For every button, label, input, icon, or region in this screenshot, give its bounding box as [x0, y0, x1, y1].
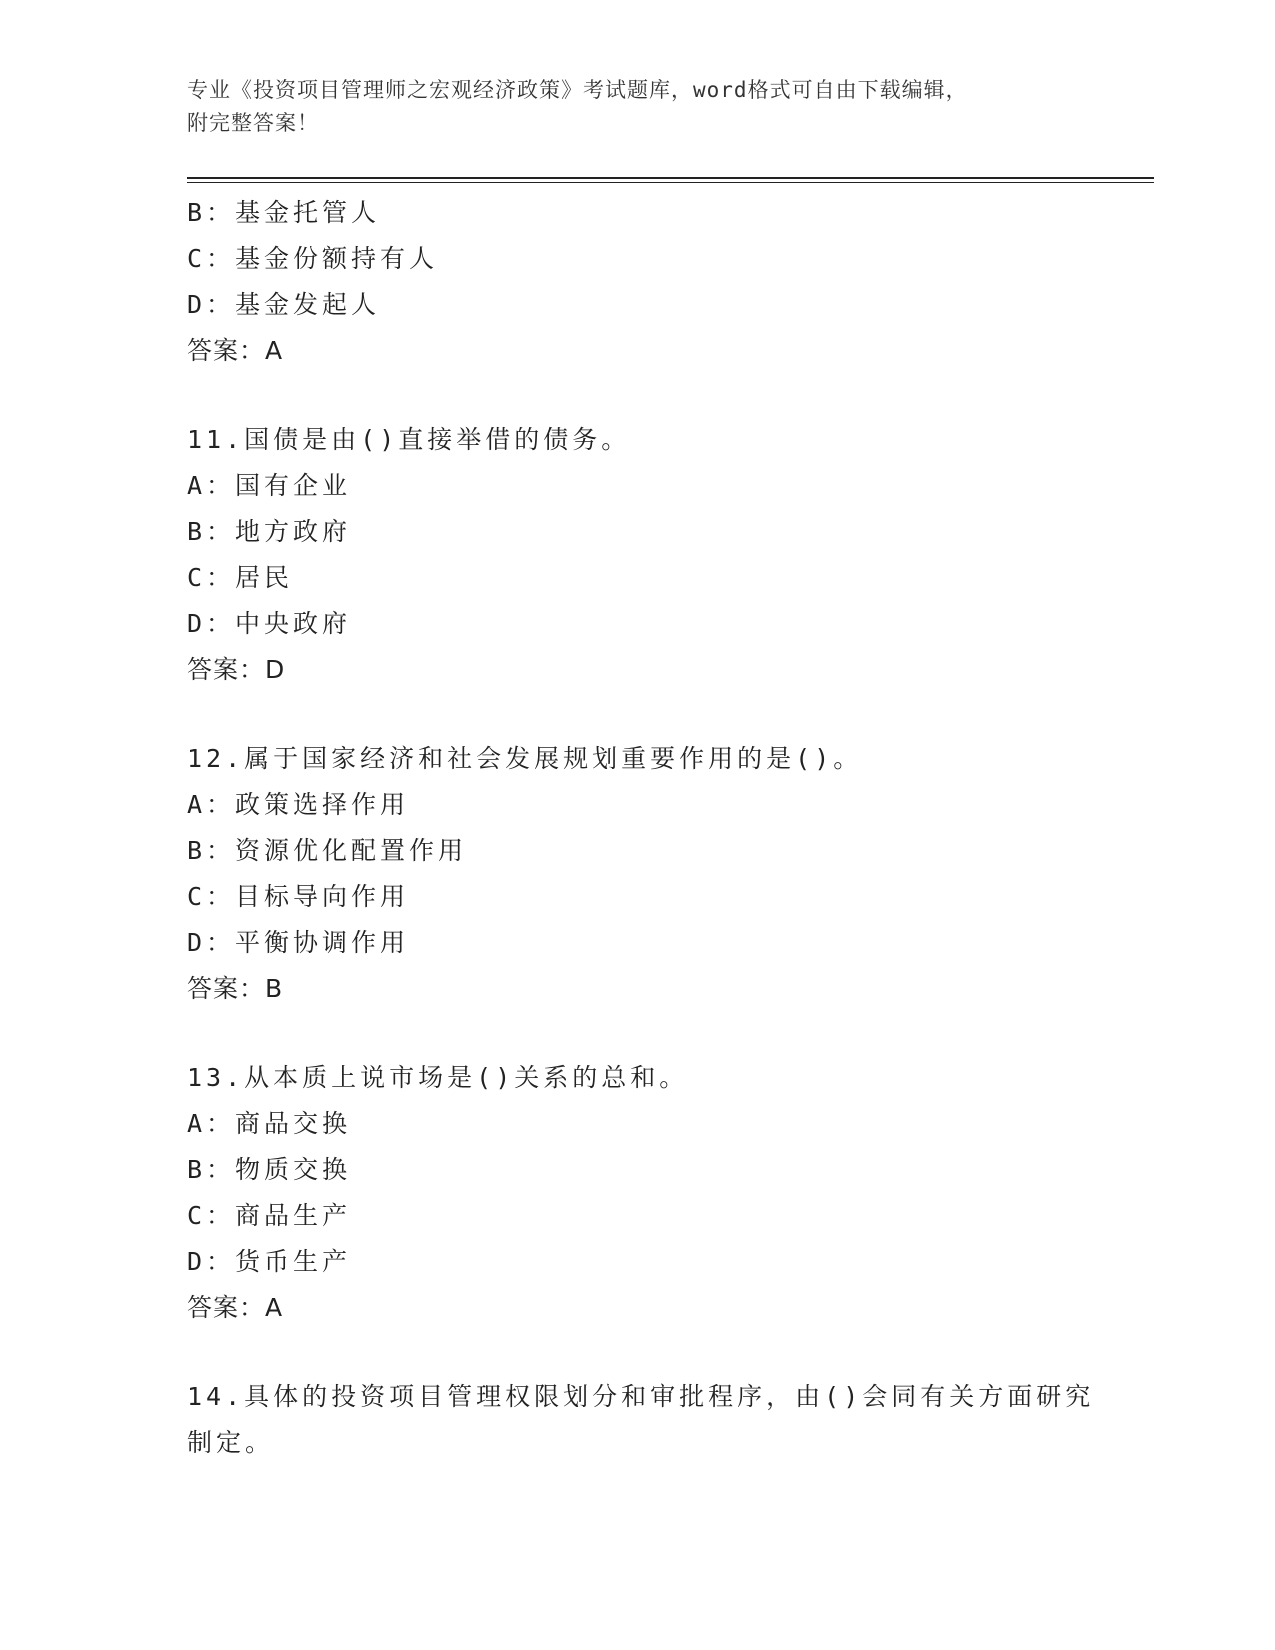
question-13 [187, 1055, 1087, 1331]
option-b: B：资源优化配置作用 [187, 836, 468, 865]
question-stem: 12.属于国家经济和社会发展规划重要作用的是()。 [187, 744, 863, 773]
option-c: C：商品生产 [187, 1201, 352, 1230]
option-a: A：政策选择作用 [187, 790, 410, 819]
option-b: B：地方政府 [187, 517, 352, 546]
header-divider-thin [187, 182, 1154, 183]
option-a: A：国有企业 [187, 471, 352, 500]
question-stem-line-2: 制定。 [187, 1428, 275, 1457]
option-c: C：居民 [187, 563, 294, 592]
option-c: C：目标导向作用 [187, 882, 410, 911]
question-stem: 13.从本质上说市场是()关系的总和。 [187, 1063, 689, 1092]
question-stem: 11.国债是由()直接举借的债务。 [187, 425, 631, 454]
option-a: A：商品交换 [187, 1109, 352, 1138]
question-14 [187, 1374, 1095, 1466]
answer-line: 答案：A [187, 336, 284, 365]
answer-line: 答案：A [187, 1293, 284, 1322]
answer-line: 答案：D [187, 655, 286, 684]
option-c: C：基金份额持有人 [187, 244, 439, 273]
header-line-2: 附完整答案！ [187, 111, 319, 135]
option-d: D：中央政府 [187, 609, 352, 638]
answer-line: 答案：B [187, 974, 284, 1003]
option-d: D：基金发起人 [187, 290, 381, 319]
question-12 [187, 736, 1087, 1012]
option-b: B：基金托管人 [187, 198, 381, 227]
question-10-partial [187, 190, 1087, 374]
question-list [187, 190, 1095, 1466]
question-11 [187, 417, 1087, 693]
header-line-1: 专业《投资项目管理师之宏观经济政策》考试题库，word格式可自由下载编辑， [187, 78, 968, 102]
question-stem-line-1: 14.具体的投资项目管理权限划分和审批程序，由()会同有关方面研究 [187, 1382, 1095, 1411]
option-d: D：平衡协调作用 [187, 928, 410, 957]
header-divider-thick [187, 177, 1154, 179]
document-header [187, 74, 1087, 140]
option-b: B：物质交换 [187, 1155, 352, 1184]
option-d: D：货币生产 [187, 1247, 352, 1276]
